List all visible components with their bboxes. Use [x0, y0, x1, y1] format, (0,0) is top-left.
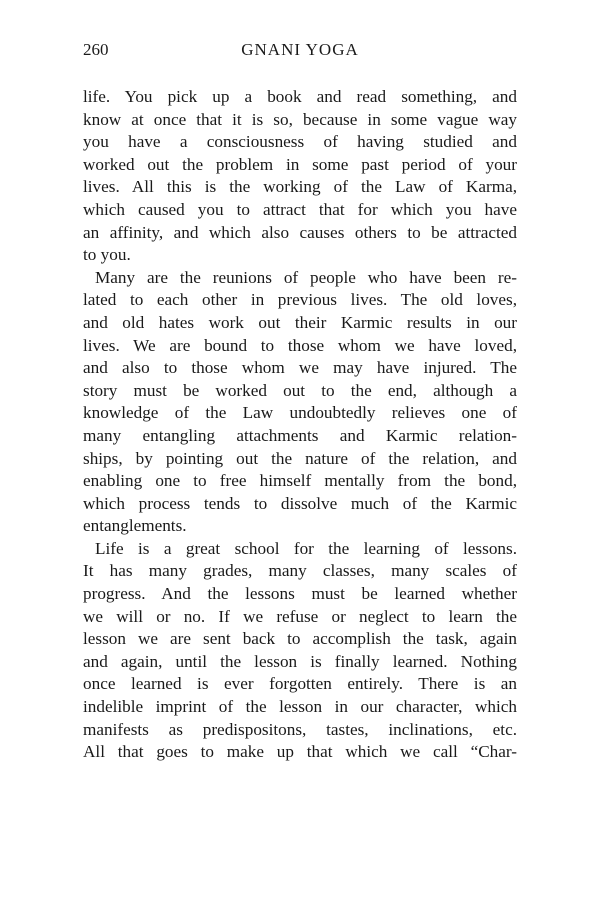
- text-line: which process tends to dissolve much of the Karmic: [83, 493, 517, 513]
- text-line: and old hates work out their Karmic results in our: [83, 312, 517, 332]
- text-line: ships, by pointing out the nature of the relation, and: [83, 448, 517, 468]
- text-line: indelible imprint of the lesson in our character, which: [83, 697, 517, 717]
- text-line: lesson we are sent back to accomplish the task, again: [83, 629, 517, 649]
- text-line: It has many grades, many classes, many scales of: [83, 561, 517, 581]
- text-line: and again, until the lesson is finally learned. Nothing: [83, 651, 517, 671]
- text-line: manifests as predispositons, tastes, inclinations, etc.: [83, 719, 517, 739]
- text-line: entanglements.: [83, 516, 187, 536]
- text-line: story must be worked out to the end, although a: [83, 380, 517, 400]
- text-line: All that goes to make up that which we call “Char-: [83, 742, 517, 762]
- text-line: an affinity, and which also causes others to be attracted: [83, 222, 517, 242]
- text-line: to you.: [83, 245, 131, 265]
- text-line: Life is a great school for the learning of lessons.: [95, 538, 517, 558]
- text-line: lives. All this is the working of the Law of Karma,: [83, 177, 517, 197]
- page-header: [83, 40, 517, 64]
- text-line: knowledge of the Law undoubtedly relieves one of: [83, 403, 517, 423]
- text-line: which caused you to attract that for which you have: [83, 199, 517, 219]
- text-line: progress. And the lessons must be learned whether: [83, 584, 517, 604]
- text-line: once learned is ever forgotten entirely. There is an: [83, 674, 517, 694]
- text-line: and also to those whom we may have injured. The: [83, 358, 517, 378]
- text-line: you have a consciousness of having studied and: [83, 132, 517, 152]
- running-title: GNANI YOGA: [241, 40, 359, 59]
- text-line: know at once that it is so, because in some vague way: [83, 109, 517, 129]
- text-line: many entangling attachments and Karmic relation-: [83, 425, 517, 445]
- text-line: enabling one to free himself mentally from the bond,: [83, 471, 517, 491]
- page-number: 260: [83, 40, 109, 59]
- text-line: lives. We are bound to those whom we have loved,: [83, 335, 517, 355]
- text-line: lated to each other in previous lives. The old loves,: [83, 290, 517, 310]
- text-line: worked out the problem in some past period of your: [83, 154, 517, 174]
- paragraph: [83, 86, 517, 267]
- paragraph: [83, 538, 517, 764]
- text-line: Many are the reunions of people who have been re-: [95, 267, 517, 287]
- text-line: we will or no. If we refuse or neglect to learn the: [83, 606, 517, 626]
- paragraph: [83, 267, 517, 538]
- text-line: life. You pick up a book and read something, and: [83, 87, 517, 106]
- page-body: [83, 86, 517, 764]
